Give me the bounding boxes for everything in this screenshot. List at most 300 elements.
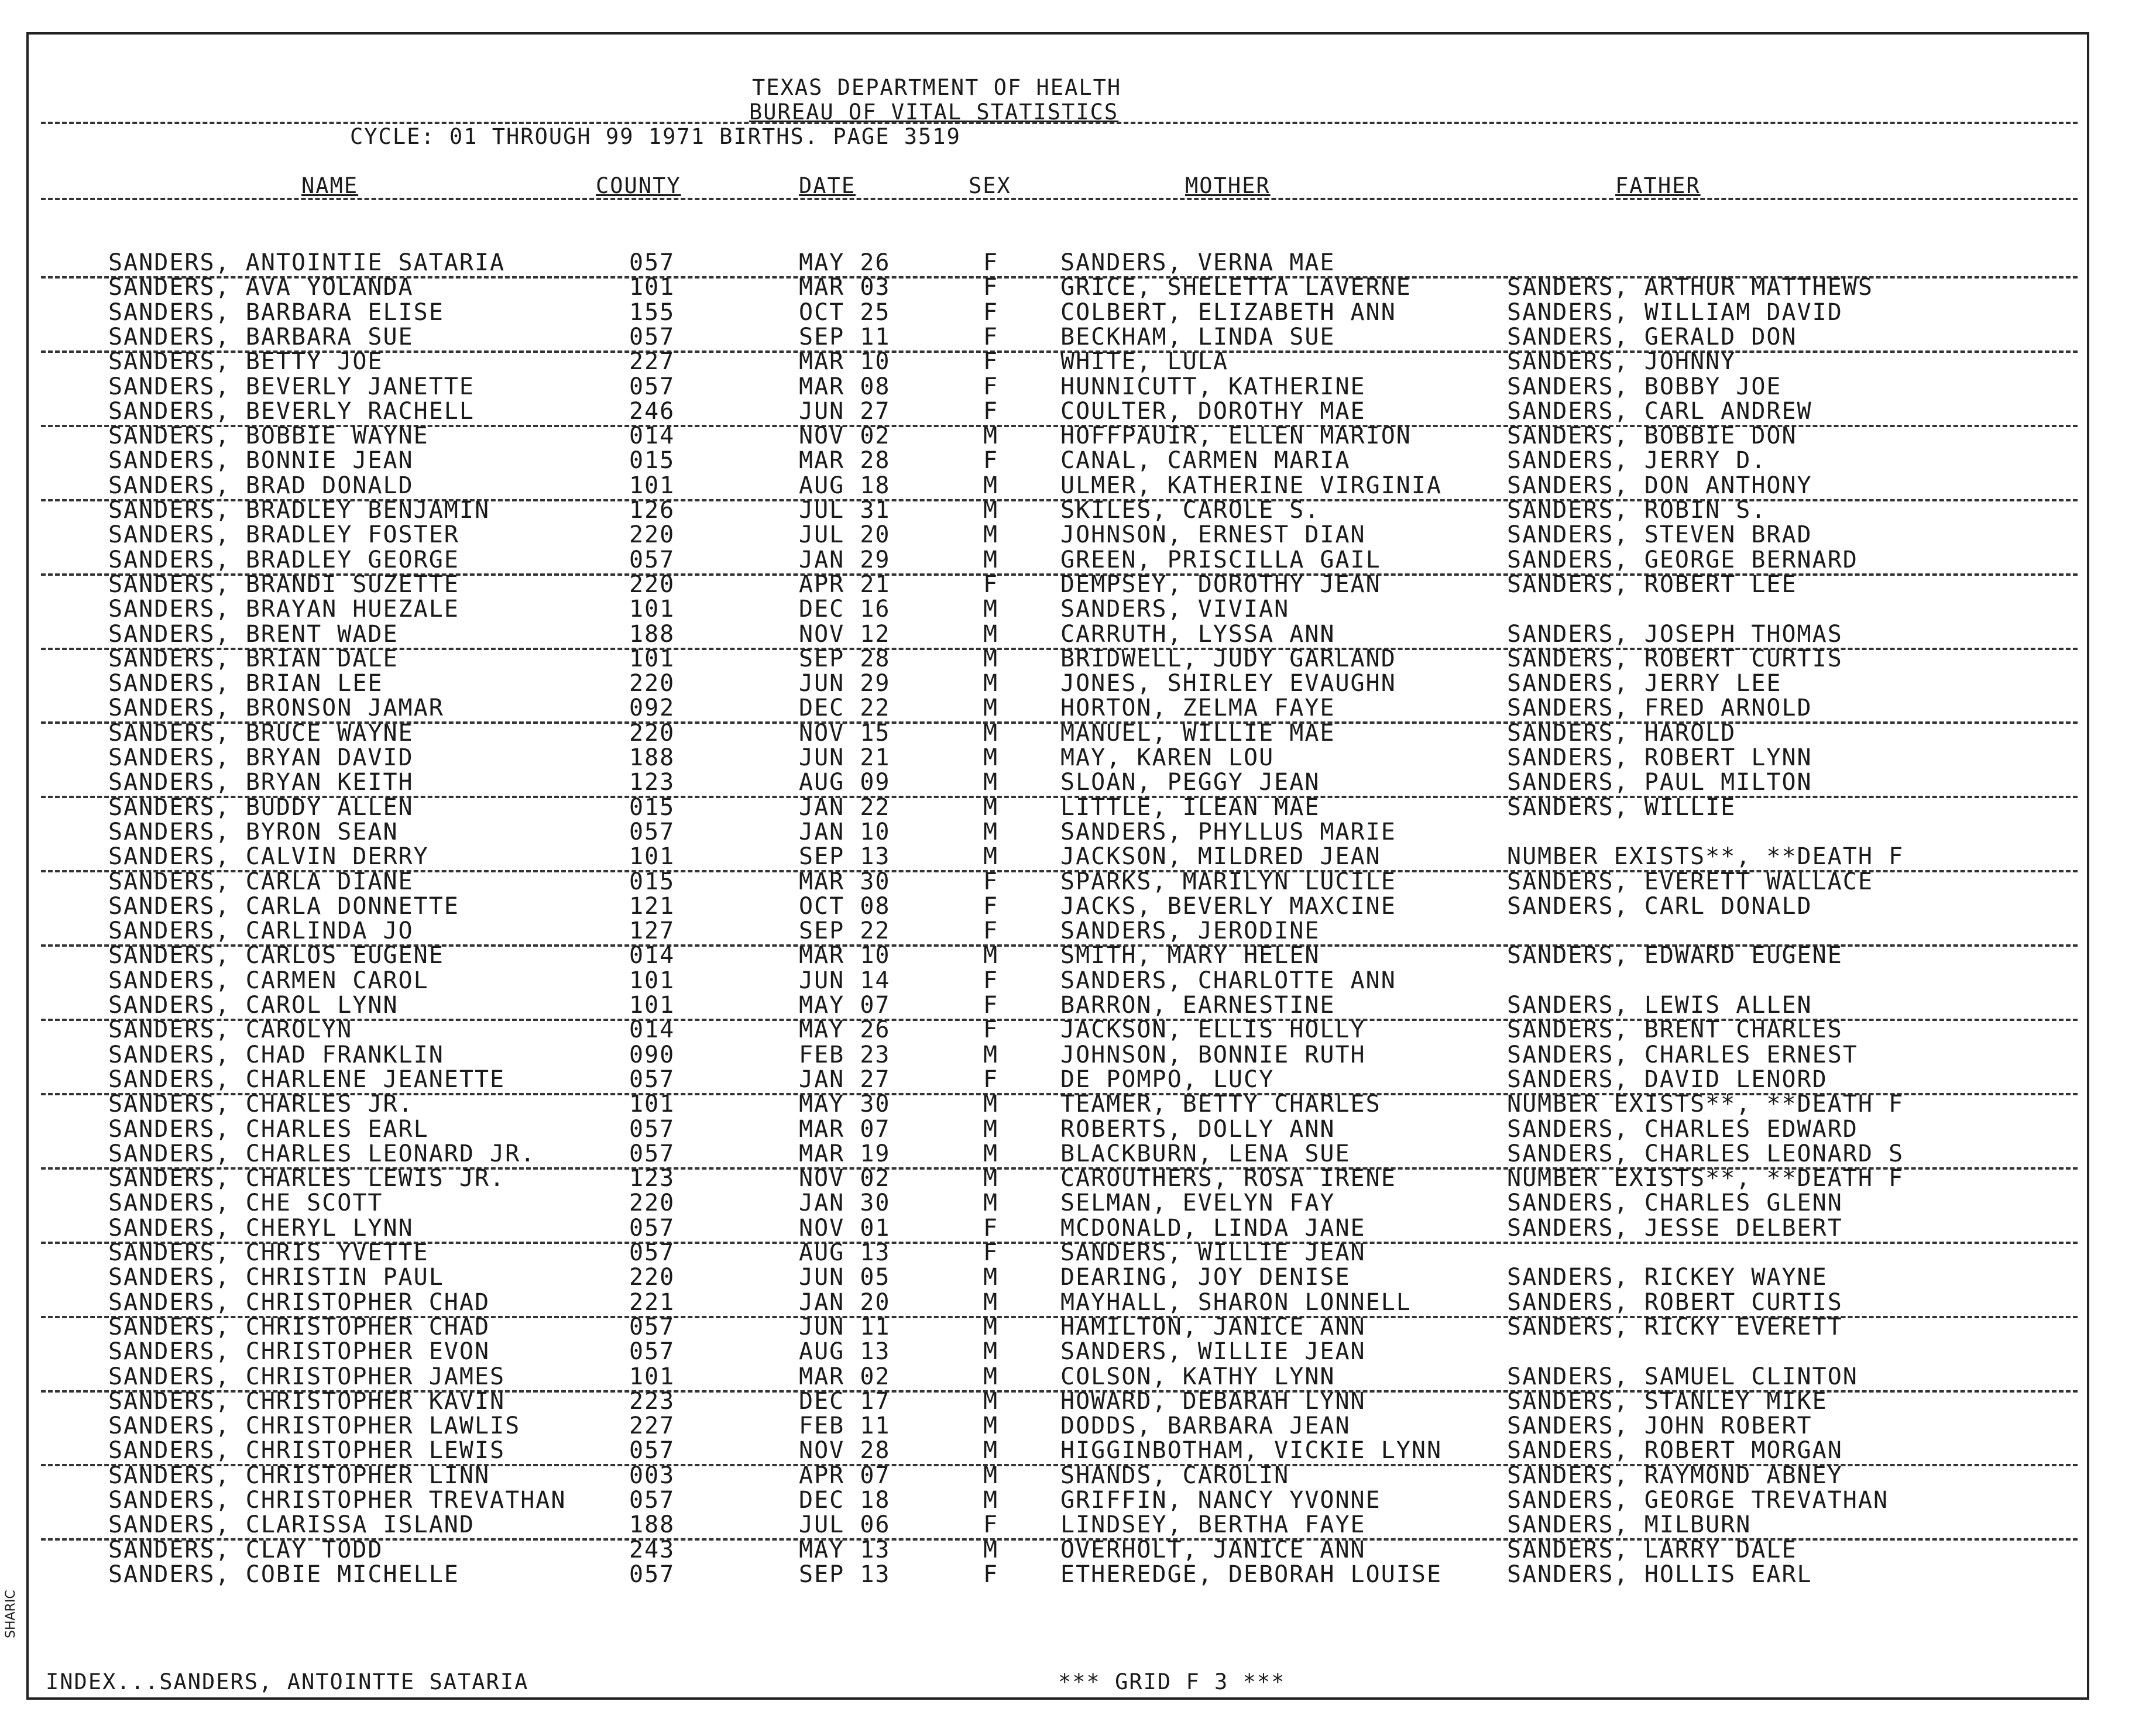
record-mother: BLACKBURN, LENA SUE — [1060, 1140, 1351, 1167]
record-father: SANDERS, BOBBY JOE — [1507, 373, 1782, 400]
record-name: SANDERS, CARMEN CAROL — [108, 967, 429, 994]
record-county: 057 — [629, 1116, 675, 1143]
record-name: SANDERS, BRADLEY GEORGE — [108, 546, 459, 573]
record-sex: M — [983, 1536, 999, 1563]
record-mother: HOWARD, DEBARAH LYNN — [1060, 1388, 1366, 1415]
table-row — [0, 349, 2132, 374]
record-county: 057 — [629, 819, 675, 845]
record-name: SANDERS, BONNIE JEAN — [108, 447, 414, 474]
record-county: 057 — [629, 546, 675, 573]
record-mother: MAY, KAREN LOU — [1060, 744, 1275, 771]
record-name: SANDERS, CARLA DONNETTE — [108, 893, 459, 920]
record-date: JUL 31 — [799, 497, 891, 524]
record-name: SANDERS, CHRISTIN PAUL — [108, 1264, 444, 1291]
table-row — [0, 622, 2132, 647]
record-county: 127 — [629, 917, 675, 944]
table-row — [0, 943, 2132, 968]
record-name: SANDERS, AVA YOLANDA — [108, 274, 414, 301]
record-father: NUMBER EXISTS**, **DEATH F — [1507, 1091, 1904, 1118]
record-mother: HOFFPAUIR, ELLEN MARION — [1060, 422, 1412, 449]
record-mother: JOHNSON, BONNIE RUTH — [1060, 1041, 1366, 1068]
record-name: SANDERS, CHRIS YVETTE — [108, 1239, 429, 1266]
record-county: 123 — [629, 1165, 675, 1192]
record-father: SANDERS, JERRY D. — [1507, 447, 1767, 474]
record-father: SANDERS, ROBERT LYNN — [1507, 744, 1812, 771]
record-sex: M — [983, 1388, 999, 1415]
record-county: 101 — [629, 967, 675, 994]
record-mother: JACKSON, ELLIS HOLLY — [1060, 1016, 1366, 1043]
record-father: SANDERS, ROBERT CURTIS — [1507, 645, 1843, 672]
record-county: 101 — [629, 992, 675, 1019]
record-county: 101 — [629, 1091, 675, 1118]
record-name: SANDERS, BETTY JOE — [108, 348, 383, 375]
record-date: JUN 21 — [799, 744, 891, 771]
column-header-mother: MOTHER — [1185, 173, 1271, 198]
record-mother: MCDONALD, LINDA JANE — [1060, 1215, 1366, 1242]
record-name: SANDERS, CHARLES LEONARD JR. — [108, 1140, 536, 1167]
record-father: SANDERS, WILLIAM DAVID — [1507, 299, 1843, 326]
record-mother: LINDSEY, BERTHA FAYE — [1060, 1511, 1366, 1538]
record-name: SANDERS, BYRON SEAN — [108, 819, 399, 845]
record-father: SANDERS, GEORGE BERNARD — [1507, 546, 1858, 573]
record-date: MAR 28 — [799, 447, 891, 474]
record-county: 101 — [629, 1363, 675, 1390]
record-county: 101 — [629, 472, 675, 499]
table-row — [0, 770, 2132, 795]
record-county: 003 — [629, 1462, 675, 1489]
table-row — [0, 1512, 2132, 1537]
table-row — [0, 1166, 2132, 1191]
record-sex: M — [983, 744, 999, 771]
record-father: NUMBER EXISTS**, **DEATH F — [1507, 1165, 1904, 1192]
side-label: SHARIC — [4, 1590, 18, 1638]
record-father: SANDERS, RICKEY WAYNE — [1507, 1264, 1828, 1291]
record-sex: F — [983, 1016, 999, 1043]
record-father: SANDERS, CARL DONALD — [1507, 893, 1812, 920]
record-sex: M — [983, 1462, 999, 1489]
record-county: 057 — [629, 1215, 675, 1242]
record-sex: M — [983, 1487, 999, 1514]
table-row — [0, 399, 2132, 424]
record-name: SANDERS, BRAYAN HUEZALE — [108, 596, 459, 623]
record-county: 227 — [629, 1412, 675, 1439]
record-county: 246 — [629, 398, 675, 425]
record-sex: F — [983, 274, 999, 301]
table-row — [0, 1339, 2132, 1364]
record-name: SANDERS, BRADLEY BENJAMIN — [108, 497, 490, 524]
record-father: SANDERS, JESSE DELBERT — [1507, 1215, 1843, 1242]
record-county: 015 — [629, 447, 675, 474]
record-date: DEC 17 — [799, 1388, 891, 1415]
record-name: SANDERS, BUDDY ALLEN — [108, 794, 414, 821]
record-date: JUN 14 — [799, 967, 891, 994]
header-title-department: TEXAS DEPARTMENT OF HEALTH — [752, 75, 1122, 100]
table-row — [0, 1488, 2132, 1512]
record-name: SANDERS, CHRISTOPHER LEWIS — [108, 1437, 506, 1464]
record-county: 223 — [629, 1388, 675, 1415]
record-name: SANDERS, BRENT WADE — [108, 621, 399, 648]
record-date: MAY 30 — [799, 1091, 891, 1118]
record-sex: M — [983, 1264, 999, 1291]
record-sex: F — [983, 373, 999, 400]
record-mother: SANDERS, PHYLLUS MARIE — [1060, 819, 1396, 845]
record-county: 101 — [629, 274, 675, 301]
record-county: 188 — [629, 1511, 675, 1538]
record-date: MAR 07 — [799, 1116, 891, 1143]
record-county: 057 — [629, 1140, 675, 1167]
record-name: SANDERS, CHE SCOTT — [108, 1190, 383, 1216]
record-county: 101 — [629, 596, 675, 623]
record-father: NUMBER EXISTS**, **DEATH F — [1507, 843, 1904, 870]
record-date: SEP 28 — [799, 645, 891, 672]
record-father: SANDERS, HAROLD — [1507, 720, 1736, 747]
record-name: SANDERS, BRYAN KEITH — [108, 769, 414, 796]
record-mother: SANDERS, WILLIE JEAN — [1060, 1239, 1366, 1266]
record-sex: F — [983, 868, 999, 895]
record-mother: HAMILTON, JANICE ANN — [1060, 1314, 1366, 1340]
record-county: 057 — [629, 1314, 675, 1340]
record-county: 121 — [629, 893, 675, 920]
record-sex: M — [983, 769, 999, 796]
record-mother: TEAMER, BETTY CHARLES — [1060, 1091, 1381, 1118]
record-sex: M — [983, 546, 999, 573]
record-father: SANDERS, BRENT CHARLES — [1507, 1016, 1843, 1043]
table-row — [0, 647, 2132, 671]
record-date: AUG 09 — [799, 769, 891, 796]
record-sex: F — [983, 348, 999, 375]
column-header-sex: SEX — [969, 173, 1011, 198]
record-name: SANDERS, BOBBIE WAYNE — [108, 422, 429, 449]
record-county: 220 — [629, 521, 675, 548]
record-father: SANDERS, CHARLES EDWARD — [1507, 1116, 1858, 1143]
table-row — [0, 1315, 2132, 1339]
record-date: JUL 06 — [799, 1511, 891, 1538]
table-row — [0, 1463, 2132, 1488]
record-sex: M — [983, 720, 999, 747]
record-name: SANDERS, BRIAN LEE — [108, 670, 383, 697]
record-sex: F — [983, 992, 999, 1019]
record-mother: DODDS, BARBARA JEAN — [1060, 1412, 1351, 1439]
record-father: SANDERS, JOHN ROBERT — [1507, 1412, 1812, 1439]
record-mother: DEMPSEY, DOROTHY JEAN — [1060, 571, 1381, 598]
record-date: JUN 27 — [799, 398, 891, 425]
record-date: AUG 18 — [799, 472, 891, 499]
record-sex: M — [983, 819, 999, 845]
table-row — [0, 894, 2132, 919]
record-date: JAN 10 — [799, 819, 891, 845]
record-name: SANDERS, BEVERLY JANETTE — [108, 373, 475, 400]
record-county: 057 — [629, 249, 675, 276]
record-mother: SANDERS, JERODINE — [1060, 917, 1320, 944]
table-row — [0, 498, 2132, 522]
record-county: 220 — [629, 720, 675, 747]
record-name: SANDERS, CHRISTOPHER JAMES — [108, 1363, 506, 1390]
record-mother: WHITE, LULA — [1060, 348, 1228, 375]
record-date: JAN 27 — [799, 1066, 891, 1093]
record-mother: COULTER, DOROTHY MAE — [1060, 398, 1366, 425]
record-father: SANDERS, MILBURN — [1507, 1511, 1752, 1538]
record-sex: M — [983, 1412, 999, 1439]
record-county: 057 — [629, 1487, 675, 1514]
record-date: JAN 29 — [799, 546, 891, 573]
table-row — [0, 374, 2132, 399]
record-mother: DEARING, JOY DENISE — [1060, 1264, 1351, 1291]
record-county: 014 — [629, 942, 675, 969]
record-mother: JOHNSON, ERNEST DIAN — [1060, 521, 1366, 548]
record-name: SANDERS, BRIAN DALE — [108, 645, 399, 672]
record-date: NOV 15 — [799, 720, 891, 747]
record-sex: F — [983, 398, 999, 425]
record-father: SANDERS, STANLEY MIKE — [1507, 1388, 1828, 1415]
record-county: 057 — [629, 1561, 675, 1588]
record-sex: F — [983, 447, 999, 474]
table-row — [0, 424, 2132, 448]
record-name: SANDERS, CHRISTOPHER CHAD — [108, 1289, 490, 1316]
record-sex: M — [983, 521, 999, 548]
record-father: SANDERS, ROBERT CURTIS — [1507, 1289, 1843, 1316]
record-name: SANDERS, CHARLES LEWIS JR. — [108, 1165, 506, 1192]
record-father: SANDERS, SAMUEL CLINTON — [1507, 1363, 1858, 1390]
record-sex: M — [983, 645, 999, 672]
record-mother: ROBERTS, DOLLY ANN — [1060, 1116, 1335, 1143]
footer-grid: *** GRID F 3 *** — [1058, 1669, 1286, 1694]
record-name: SANDERS, CHRISTOPHER EVON — [108, 1338, 490, 1365]
record-date: JAN 30 — [799, 1190, 891, 1216]
table-row — [0, 522, 2132, 547]
table-row — [0, 671, 2132, 696]
table-row — [0, 721, 2132, 745]
table-row — [0, 1017, 2132, 1042]
table-row — [0, 1389, 2132, 1414]
record-county: 015 — [629, 794, 675, 821]
column-header-father: FATHER — [1615, 173, 1701, 198]
record-name: SANDERS, BEVERLY RACHELL — [108, 398, 475, 425]
record-sex: M — [983, 1338, 999, 1365]
record-date: APR 07 — [799, 1462, 891, 1489]
table-row — [0, 1538, 2132, 1562]
record-name: SANDERS, BARBARA ELISE — [108, 299, 444, 326]
record-father: SANDERS, JOHNNY — [1507, 348, 1736, 375]
record-name: SANDERS, BARBARA SUE — [108, 324, 414, 350]
record-father: SANDERS, HOLLIS EARL — [1507, 1561, 1812, 1588]
record-county: 188 — [629, 621, 675, 648]
record-sex: F — [983, 967, 999, 994]
record-date: MAY 07 — [799, 992, 891, 1019]
record-county: 220 — [629, 1190, 675, 1216]
record-mother: GRICE, SHELETTA LAVERNE — [1060, 274, 1412, 301]
record-date: JUN 29 — [799, 670, 891, 697]
record-name: SANDERS, CHARLENE JEANETTE — [108, 1066, 506, 1093]
record-county: 220 — [629, 571, 675, 598]
table-row — [0, 325, 2132, 349]
record-mother: CARRUTH, LYSSA ANN — [1060, 621, 1335, 648]
record-name: SANDERS, CARLA DIANE — [108, 868, 414, 895]
record-mother: SANDERS, CHARLOTTE ANN — [1060, 967, 1396, 994]
record-mother: SKILES, CAROLE S. — [1060, 497, 1320, 524]
record-sex: M — [983, 1140, 999, 1167]
record-name: SANDERS, CHAD FRANKLIN — [108, 1041, 444, 1068]
footer-index: INDEX...SANDERS, ANTOINTTE SATARIA — [46, 1669, 529, 1694]
record-mother: OVERHOLT, JANICE ANN — [1060, 1536, 1366, 1563]
record-date: MAY 26 — [799, 249, 891, 276]
record-sex: F — [983, 1511, 999, 1538]
table-row — [0, 968, 2132, 993]
record-sex: M — [983, 1041, 999, 1068]
record-county: 057 — [629, 324, 675, 350]
record-mother: HIGGINBOTHAM, VICKIE LYNN — [1060, 1437, 1443, 1464]
record-name: SANDERS, CHRISTOPHER LAWLIS — [108, 1412, 521, 1439]
record-name: SANDERS, BRAD DONALD — [108, 472, 414, 499]
column-header-county: COUNTY — [596, 173, 681, 198]
record-date: MAR 08 — [799, 373, 891, 400]
record-father: SANDERS, CHARLES LEONARD S — [1507, 1140, 1904, 1167]
record-father: SANDERS, CHARLES ERNEST — [1507, 1041, 1858, 1068]
table-row — [0, 1562, 2132, 1587]
table-row — [0, 820, 2132, 844]
record-date: SEP 11 — [799, 324, 891, 350]
record-name: SANDERS, COBIE MICHELLE — [108, 1561, 459, 1588]
record-name: SANDERS, CARLOS EUGENE — [108, 942, 444, 969]
table-row — [0, 844, 2132, 869]
record-date: SEP 13 — [799, 843, 891, 870]
record-county: 057 — [629, 373, 675, 400]
table-row — [0, 745, 2132, 770]
record-mother: DE POMPO, LUCY — [1060, 1066, 1275, 1093]
record-name: SANDERS, CLAY TODD — [108, 1536, 383, 1563]
record-date: FEB 23 — [799, 1041, 891, 1068]
record-date: MAR 30 — [799, 868, 891, 895]
record-sex: F — [983, 299, 999, 326]
record-father: SANDERS, ROBERT LEE — [1507, 571, 1797, 598]
record-father: SANDERS, EDWARD EUGENE — [1507, 942, 1843, 969]
record-father: SANDERS, LARRY DALE — [1507, 1536, 1797, 1563]
record-date: JUN 05 — [799, 1264, 891, 1291]
record-sex: F — [983, 917, 999, 944]
record-county: 220 — [629, 670, 675, 697]
record-sex: M — [983, 1190, 999, 1216]
table-row — [0, 1414, 2132, 1438]
record-mother: GREEN, PRISCILLA GAIL — [1060, 546, 1381, 573]
table-row — [0, 473, 2132, 498]
record-name: SANDERS, ANTOINTIE SATARIA — [108, 249, 506, 276]
record-county: 220 — [629, 1264, 675, 1291]
record-mother: SELMAN, EVELYN FAY — [1060, 1190, 1335, 1216]
record-sex: F — [983, 1066, 999, 1093]
table-row — [0, 448, 2132, 473]
record-date: SEP 13 — [799, 1561, 891, 1588]
table-row — [0, 250, 2132, 275]
record-name: SANDERS, CAROL LYNN — [108, 992, 399, 1019]
record-mother: HORTON, ZELMA FAYE — [1060, 695, 1335, 721]
record-mother: SANDERS, VIVIAN — [1060, 596, 1290, 623]
record-sex: F — [983, 1239, 999, 1266]
record-county: 188 — [629, 744, 675, 771]
table-row — [0, 1290, 2132, 1315]
record-date: JUL 20 — [799, 521, 891, 548]
record-mother: CANAL, CARMEN MARIA — [1060, 447, 1351, 474]
header-cycle: CYCLE: 01 THROUGH 99 1971 BIRTHS. PAGE 3519 — [350, 124, 961, 149]
record-father: SANDERS, DON ANTHONY — [1507, 472, 1812, 499]
record-date: JAN 20 — [799, 1289, 891, 1316]
record-county: 057 — [629, 1066, 675, 1093]
record-name: SANDERS, BRADLEY FOSTER — [108, 521, 459, 548]
column-header-rule — [41, 198, 2078, 200]
record-county: 014 — [629, 422, 675, 449]
record-sex: M — [983, 1437, 999, 1464]
record-sex: M — [983, 497, 999, 524]
record-mother: MAYHALL, SHARON LONNELL — [1060, 1289, 1412, 1316]
table-row — [0, 1191, 2132, 1215]
record-mother: MANUEL, WILLIE MAE — [1060, 720, 1335, 747]
record-sex: M — [983, 1289, 999, 1316]
header-title-bureau: BUREAU OF VITAL STATISTICS — [749, 99, 1119, 125]
table-row — [0, 869, 2132, 894]
record-mother: SLOAN, PEGGY JEAN — [1060, 769, 1320, 796]
record-sex: M — [983, 621, 999, 648]
record-date: OCT 25 — [799, 299, 891, 326]
record-father: SANDERS, CHARLES GLENN — [1507, 1190, 1843, 1216]
record-sex: F — [983, 1561, 999, 1588]
table-row — [0, 1240, 2132, 1265]
record-county: 057 — [629, 1239, 675, 1266]
record-mother: HUNNICUTT, KATHERINE — [1060, 373, 1366, 400]
record-name: SANDERS, CHERYL LYNN — [108, 1215, 414, 1242]
record-father: SANDERS, DAVID LENORD — [1507, 1066, 1828, 1093]
record-father: SANDERS, RICKY EVERETT — [1507, 1314, 1843, 1340]
record-date: NOV 02 — [799, 1165, 891, 1192]
record-date: DEC 22 — [799, 695, 891, 721]
record-father: SANDERS, STEVEN BRAD — [1507, 521, 1812, 548]
record-sex: M — [983, 1091, 999, 1118]
column-header-date: DATE — [799, 173, 856, 198]
record-mother: JACKSON, MILDRED JEAN — [1060, 843, 1381, 870]
record-mother: ULMER, KATHERINE VIRGINIA — [1060, 472, 1443, 499]
table-row — [0, 597, 2132, 621]
record-mother: GRIFFIN, NANCY YVONNE — [1060, 1487, 1381, 1514]
record-sex: M — [983, 794, 999, 821]
record-county: 227 — [629, 348, 675, 375]
record-sex: M — [983, 942, 999, 969]
record-name: SANDERS, CAROLYN — [108, 1016, 353, 1043]
table-row — [0, 1438, 2132, 1463]
record-name: SANDERS, BRYAN DAVID — [108, 744, 414, 771]
table-row — [0, 1142, 2132, 1166]
table-row — [0, 795, 2132, 820]
table-row — [0, 1117, 2132, 1142]
table-row — [0, 1043, 2132, 1067]
record-name: SANDERS, CALVIN DERRY — [108, 843, 429, 870]
record-sex: M — [983, 670, 999, 697]
record-sex: M — [983, 843, 999, 870]
record-name: SANDERS, CHRISTOPHER LINN — [108, 1462, 490, 1489]
record-father: SANDERS, ROBERT MORGAN — [1507, 1437, 1843, 1464]
record-sex: F — [983, 249, 999, 276]
record-county: 057 — [629, 1338, 675, 1365]
record-county: 101 — [629, 645, 675, 672]
record-mother: SANDERS, WILLIE JEAN — [1060, 1338, 1366, 1365]
record-father: SANDERS, ROBIN S. — [1507, 497, 1767, 524]
record-date: MAR 03 — [799, 274, 891, 301]
record-mother: COLBERT, ELIZABETH ANN — [1060, 299, 1396, 326]
record-mother: BARRON, EARNESTINE — [1060, 992, 1335, 1019]
record-sex: F — [983, 571, 999, 598]
record-father: SANDERS, EVERETT WALLACE — [1507, 868, 1873, 895]
record-date: DEC 16 — [799, 596, 891, 623]
record-sex: M — [983, 422, 999, 449]
record-father: SANDERS, RAYMOND ABNEY — [1507, 1462, 1843, 1489]
record-date: AUG 13 — [799, 1338, 891, 1365]
record-date: MAR 10 — [799, 348, 891, 375]
